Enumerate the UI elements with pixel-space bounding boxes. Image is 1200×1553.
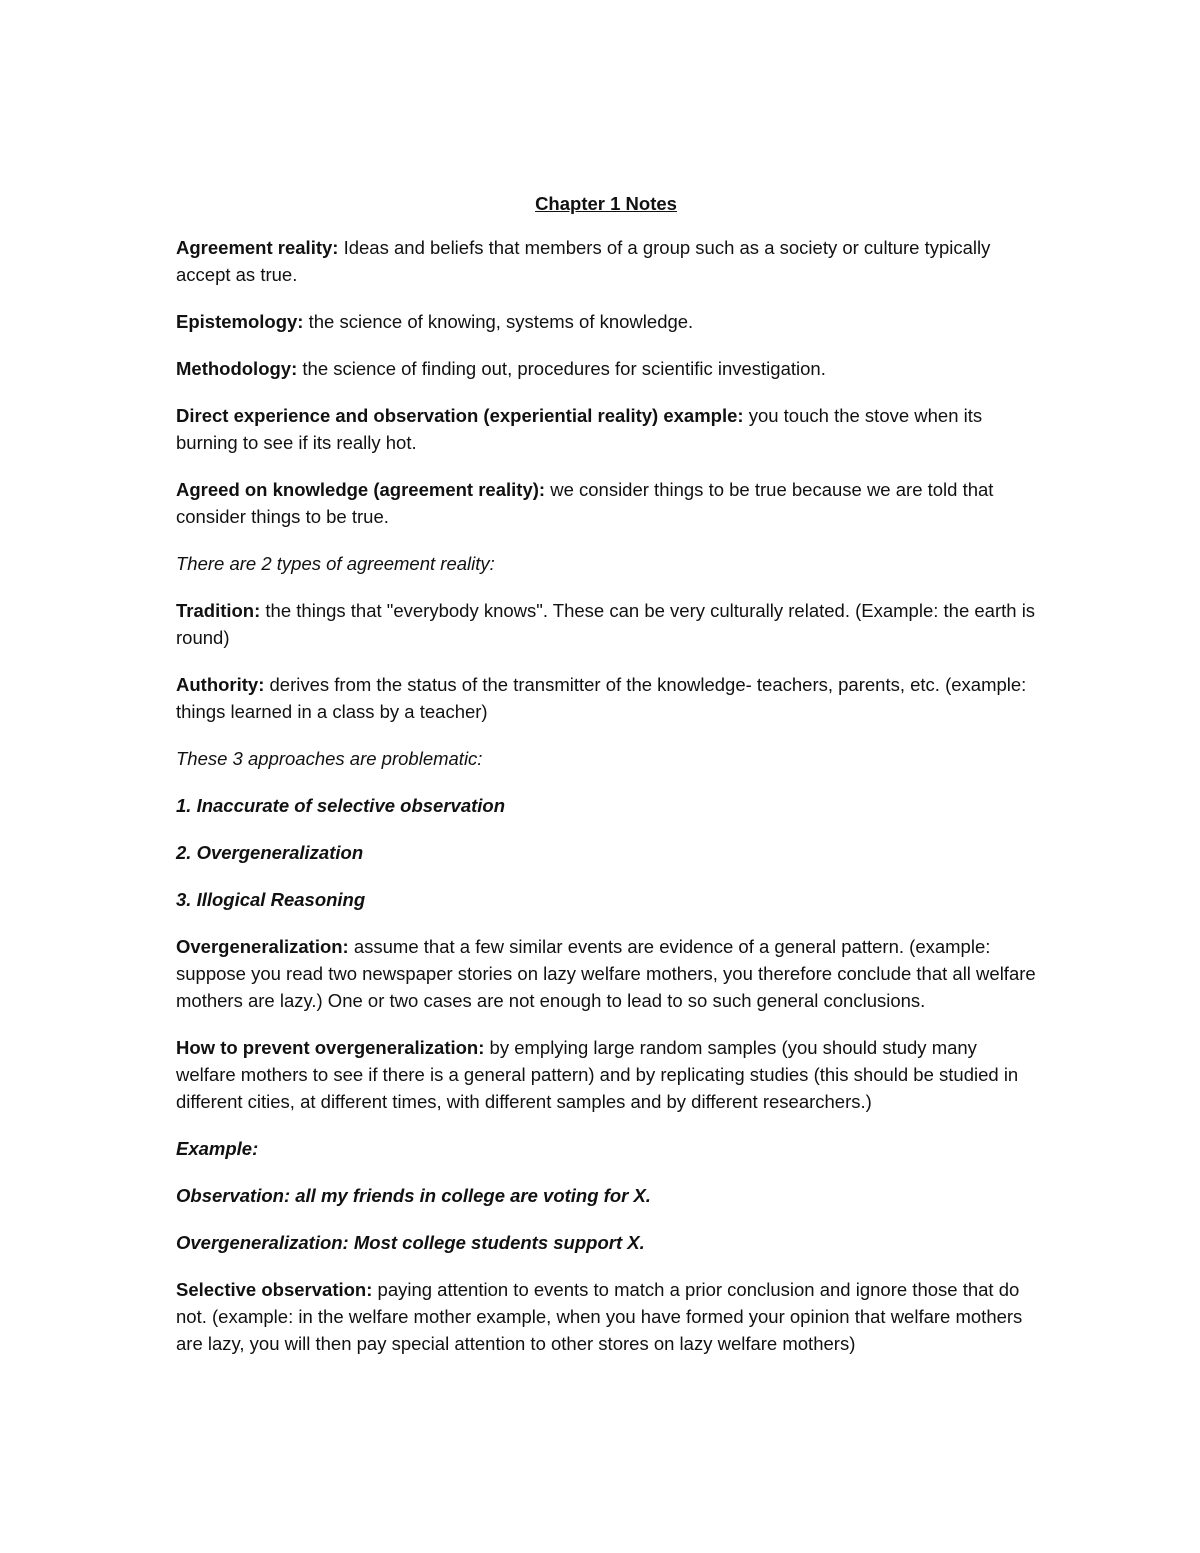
definition-text: the science of knowing, systems of knowledge.	[303, 311, 694, 332]
term-label: Overgeneralization:	[176, 936, 349, 957]
problem-item: 3. Illogical Reasoning	[176, 889, 366, 910]
term-label: Epistemology:	[176, 311, 304, 332]
example-observation: Observation: all my friends in college are voting for X.	[176, 1185, 651, 1206]
definition-text: assume that a few similar events are evidence of a general pattern. (example: suppose you read two newspaper stories on lazy welfare mothers, you therefore conclude that all welfare mothers are lazy.) One or two cases are not enough to lead to so such general conclusions.	[176, 936, 1036, 1011]
definition-agreement-reality	[176, 234, 1036, 288]
definition-tradition	[176, 597, 1036, 651]
definition-epistemology	[176, 308, 1036, 335]
problems-heading: These 3 approaches are problematic:	[176, 748, 483, 769]
definition-text: the things that "everybody knows". These can be very culturally related. (Example: the earth is round)	[176, 600, 1036, 648]
definition-text: the science of finding out, procedures for scientific investigation.	[297, 358, 826, 379]
definition-authority	[176, 671, 1036, 725]
term-label: Authority:	[176, 674, 265, 695]
term-label: Selective observation:	[176, 1279, 373, 1300]
definition-selective-observation	[176, 1276, 1036, 1357]
definition-text: derives from the status of the transmitter of the knowledge- teachers, parents, etc. (example: things learned in a class by a teacher)	[176, 674, 1027, 722]
definition-overgeneralization	[176, 933, 1036, 1014]
problem-item: 2. Overgeneralization	[176, 842, 364, 863]
definition-text: we consider things to be true because we are told that consider things to be true.	[176, 479, 994, 527]
example-overgeneralization: Overgeneralization: Most college students support X.	[176, 1232, 645, 1253]
term-label: How to prevent overgeneralization:	[176, 1037, 485, 1058]
definition-direct-experience	[176, 402, 1036, 456]
example-heading: Example:	[176, 1138, 259, 1159]
term-label: Methodology:	[176, 358, 298, 379]
definition-methodology	[176, 355, 1036, 382]
definition-agreed-knowledge	[176, 476, 1036, 530]
term-label: Agreed on knowledge (agreement reality):	[176, 479, 546, 500]
definition-text: you touch the stove when its burning to see if its really hot.	[176, 405, 983, 453]
page-title: Chapter 1 Notes	[535, 193, 677, 214]
definition-text: by emplying large random samples (you should study many welfare mothers to see if there is a general pattern) and by replicating studies (this should be studied in different cities, at different times, with different samples and by different researchers.)	[176, 1037, 1019, 1112]
definition-text: Ideas and beliefs that members of a group such as a society or culture typically accept as true.	[176, 237, 991, 285]
types-heading: There are 2 types of agreement reality:	[176, 553, 495, 574]
term-label: Agreement reality:	[176, 237, 339, 258]
document-page	[176, 190, 1036, 1377]
term-label: Direct experience and observation (experiential reality) example:	[176, 405, 744, 426]
problem-item: 1. Inaccurate of selective observation	[176, 795, 506, 816]
definition-text: paying attention to events to match a prior conclusion and ignore those that do not. (example: in the welfare mother example, when you have formed your opinion that welfare mothers are lazy, you will then pay special attention to other stores on lazy welfare mothers)	[176, 1279, 1023, 1354]
term-label: Tradition:	[176, 600, 261, 621]
definition-prevent-overgeneralization	[176, 1034, 1036, 1115]
